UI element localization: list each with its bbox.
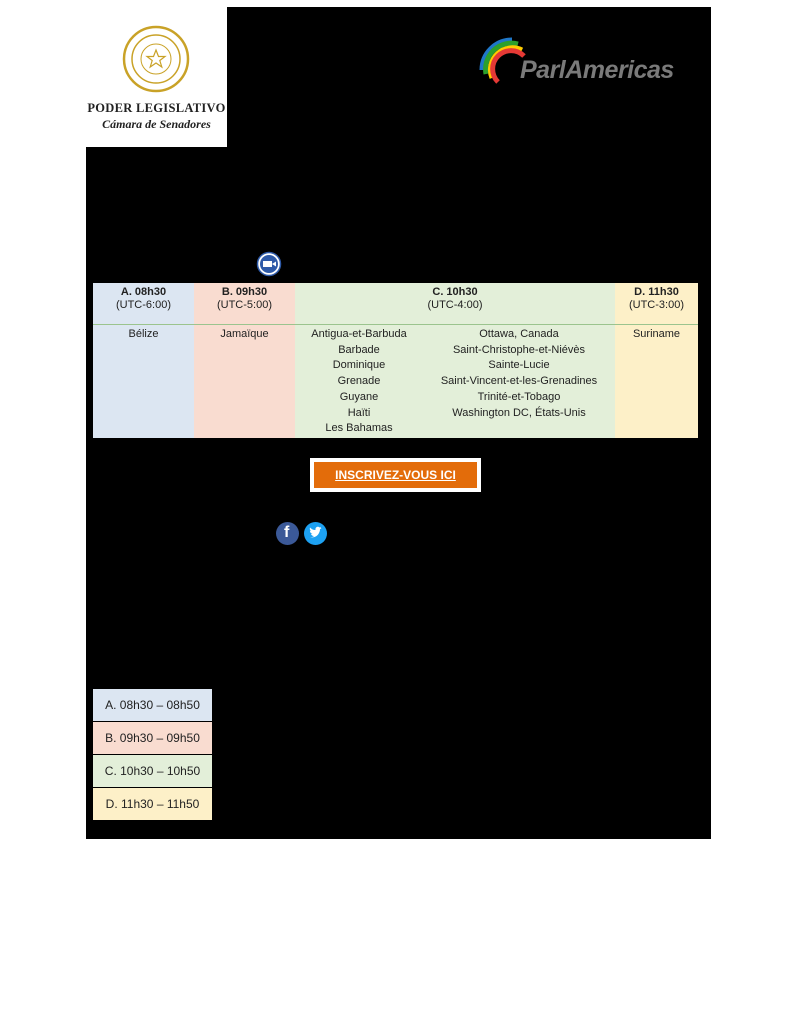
countries-c-left: Antigua-et-Barbuda Barbade Dominique Grenade Guyane Haïti Les Bahamas: [311, 328, 407, 435]
register-button[interactable]: INSCRIVEZ-VOUS ICI: [314, 462, 477, 488]
countries-d: Suriname: [615, 325, 698, 438]
facebook-icon[interactable]: f: [276, 522, 299, 545]
senate-subtitle: Cámara de Senadores: [102, 117, 211, 131]
header-d: D. 11h30 (UTC-3:00): [615, 283, 698, 325]
legend-a: A. 08h30 – 08h50: [93, 689, 212, 721]
legend-c: C. 10h30 – 10h50: [93, 755, 212, 787]
countries-c: [295, 325, 615, 438]
header-a: A. 08h30 (UTC-6:00): [93, 283, 194, 325]
senate-name: PODER LEGISLATIVO: [87, 101, 226, 115]
video-camera-icon: [256, 251, 282, 277]
countries-c-right: Ottawa, Canada Saint-Christophe-et-Niévès Sainte-Lucie Saint-Vincent-et-les-Grenadines Trinité-et-Tobago Washington DC, États-Unis: [440, 328, 598, 419]
senate-logo: [86, 7, 227, 147]
countries-a: Bélize: [93, 325, 194, 438]
twitter-bird-icon: [304, 522, 327, 545]
header-c: C. 10h30 (UTC-4:00): [295, 283, 615, 325]
time-zone-table: [93, 283, 698, 438]
countries-b: Jamaïque: [194, 325, 295, 438]
legend-d: D. 11h30 – 11h50: [93, 788, 212, 820]
register-button-frame: [310, 458, 481, 492]
twitter-icon[interactable]: [304, 522, 327, 545]
legend-b: B. 09h30 – 09h50: [93, 722, 212, 754]
header-b: B. 09h30 (UTC-5:00): [194, 283, 295, 325]
seal-icon: [122, 25, 190, 93]
parlamericas-logo-text: ParlAmericas: [520, 56, 674, 84]
